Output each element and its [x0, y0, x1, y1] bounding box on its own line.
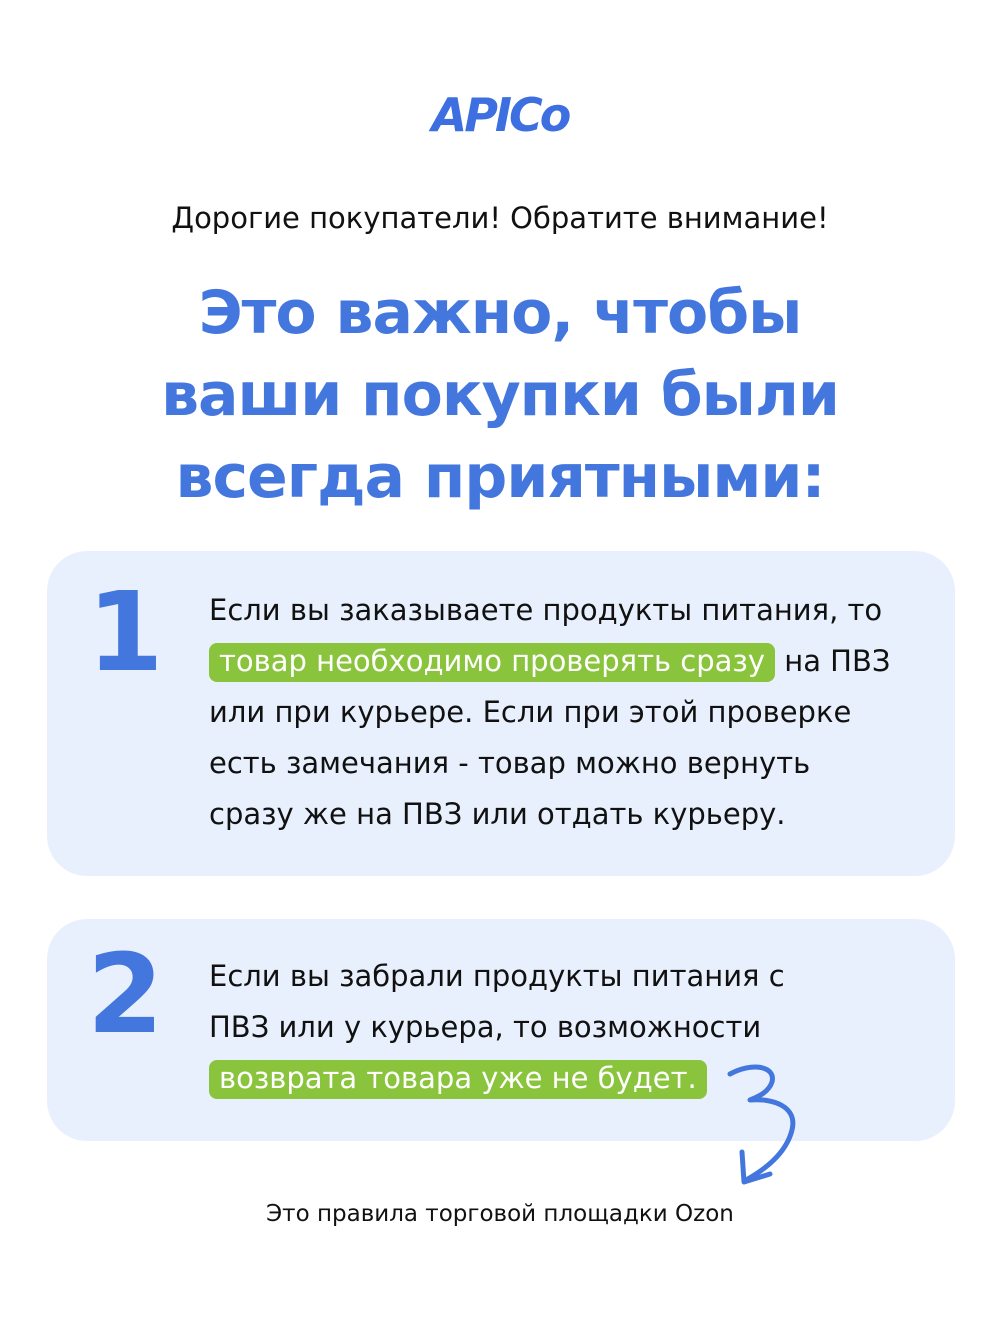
headline — [0, 272, 1000, 518]
rule-1-line-5: сразу же на ПВЗ или отдать курьеру. — [209, 797, 786, 831]
headline-line-1: Это важно, чтобы — [198, 278, 802, 348]
rule-1-line-2 — [209, 636, 890, 687]
rule-number-1: 1 — [87, 568, 164, 696]
rule-1-highlight: товар необходимо проверять сразу — [209, 643, 775, 682]
rule-2-line-1: Если вы забрали продукты питания с — [209, 959, 785, 993]
rule-1-line-1: Если вы заказываете продукты питания, то — [209, 593, 883, 627]
footnote: Это правила торговой площадки Ozon — [266, 1201, 734, 1227]
intro-text: Дорогие покупатели! Обратите внимание! — [171, 201, 829, 235]
headline-line-2: ваши покупки были — [161, 360, 839, 430]
rule-1-line-3: или при курьере. Если при этой проверке — [209, 695, 852, 729]
rule-2-highlight: возврата товара уже не будет. — [209, 1060, 707, 1099]
headline-line-3: всегда приятными: — [175, 442, 825, 512]
rule-number-2: 2 — [87, 930, 164, 1058]
curved-arrow-down-icon — [712, 1060, 822, 1190]
rule-text-1 — [209, 585, 890, 840]
rule-card-1 — [47, 551, 955, 876]
brand-logo: APICo — [431, 88, 569, 142]
rule-2-line-2: ПВЗ или у курьера, то возможности — [209, 1010, 762, 1044]
rule-text-2 — [209, 951, 785, 1104]
rule-1-line-4: есть замечания - товар можно вернуть — [209, 746, 811, 780]
rule-2-line-3 — [209, 1053, 785, 1104]
rule-1-line-2-rest: на ПВЗ — [775, 644, 891, 678]
